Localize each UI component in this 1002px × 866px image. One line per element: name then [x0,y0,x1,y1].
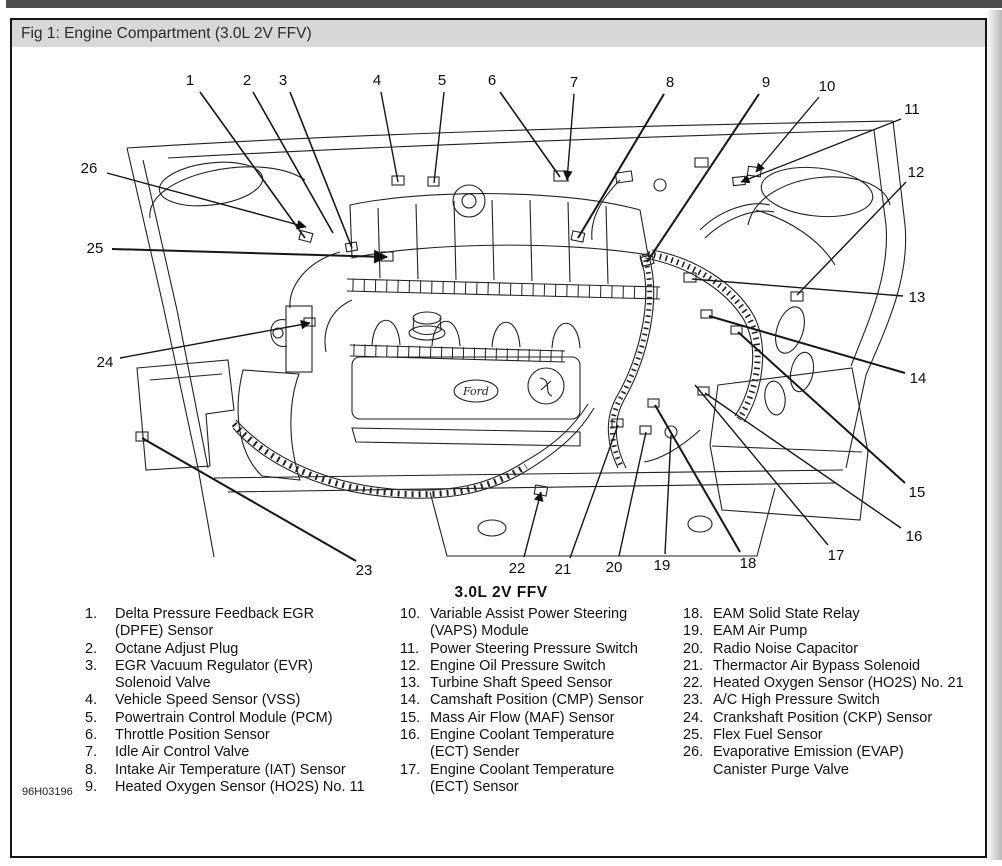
leader-line-17 [695,385,828,545]
legend-item [85,727,390,744]
legend-column-1 [85,606,390,796]
leader-line-2 [253,92,333,233]
legend-item-number: 8. [85,761,98,778]
legend-item-number: 16. [400,727,421,744]
leader-line-13 [692,279,903,296]
legend-item [400,762,675,797]
legend-item-number: 26. [683,744,704,761]
legend-item [85,710,390,727]
callout-number-7: 7 [569,74,579,91]
legend-item [85,744,390,761]
legend-item-number: 19. [683,623,704,640]
callout-number-5: 5 [437,72,447,89]
legend-item-label: EGR Vacuum Regulator (EVR) Solenoid Valve [115,657,313,692]
legend-item [85,658,390,693]
legend-item [400,710,675,727]
legend-item-number: 6. [85,727,98,744]
leader-line-9 [647,94,759,262]
leader-line-23 [142,438,356,561]
legend-item-label: Octane Adjust Plug [115,640,239,657]
callout-number-18: 18 [739,555,757,572]
legend-item-number: 20. [683,640,704,657]
leader-line-15 [738,332,905,483]
callout-number-1: 1 [185,72,195,89]
legend-item-label: Camshaft Position (CMP) Sensor [430,692,644,709]
diagram-caption: 3.0L 2V FFV [454,584,548,601]
legend-item-label: Variable Assist Power Steering (VAPS) Module [430,606,628,640]
callout-number-26: 26 [80,160,98,177]
callout-number-25: 25 [86,240,104,257]
legend-item-label: Power Steering Pressure Switch [430,640,638,657]
callout-number-20: 20 [605,559,623,576]
legend-item-number: 5. [85,709,98,726]
legend-item-label: Vehicle Speed Sensor (VSS) [115,692,301,709]
legend-item-label: Throttle Position Sensor [115,727,270,744]
legend-item-label: Thermactor Air Bypass Solenoid [713,657,921,674]
leader-line-12 [797,182,906,295]
legend-item-label: Idle Air Control Valve [115,744,250,761]
callout-number-2: 2 [242,72,252,89]
legend-item-number: 21. [683,657,704,674]
callout-number-13: 13 [908,289,926,306]
legend-item-label: Engine Coolant Temperature (ECT) Sensor [430,761,615,795]
legend-item [683,727,983,744]
legend-item [400,727,675,762]
legend-item [400,641,675,658]
legend-item-label: Delta Pressure Feedback EGR (DPFE) Sensor [115,606,315,640]
legend-item-number: 13. [400,675,421,692]
callout-number-19: 19 [653,557,671,574]
svg-text:Ford: Ford [463,385,489,398]
legend-item-number: 4. [85,692,98,709]
callout-number-24: 24 [96,354,114,371]
legend-item-label: Mass Air Flow (MAF) Sensor [430,709,615,726]
legend-item-number: 24. [683,709,704,726]
legend-item-number: 9. [85,778,98,795]
leader-line-16 [705,393,901,528]
legend-item-label: Turbine Shaft Speed Sensor [430,675,613,692]
leader-line-20 [619,432,646,556]
legend-item-label: Evaporative Emission (EVAP) Canister Purge Valve [713,744,904,778]
callout-number-8: 8 [665,74,675,91]
leader-line-19 [665,435,671,554]
legend-item [683,623,983,640]
legend-item [683,658,983,675]
callout-number-11: 11 [904,101,920,118]
legend-item [683,744,983,779]
legend-item-number: 14. [400,692,421,709]
legend-item [85,762,390,779]
legend-item-label: Engine Oil Pressure Switch [430,657,606,674]
callout-number-3: 3 [278,72,288,89]
legend-item [85,641,390,658]
leader-line-6 [500,92,560,177]
legend-column-2 [400,606,675,796]
leader-line-10 [756,97,819,172]
callout-number-21: 21 [554,561,572,578]
legend-item-label: Radio Noise Capacitor [713,640,859,657]
leader-line-24 [120,323,310,358]
legend-item [683,692,983,709]
legend-item-number: 2. [85,640,98,657]
legend-item-number: 17. [400,761,421,778]
legend-item-label: Heated Oxygen Sensor (HO2S) No. 21 [713,675,964,692]
callout-number-9: 9 [761,74,771,91]
leader-line-7 [567,94,574,180]
leader-line-1 [200,92,305,238]
callout-number-22: 22 [508,560,526,577]
leader-line-8 [578,94,664,238]
leader-line-5 [434,92,444,183]
legend-item [400,675,675,692]
legend-item-number: 22. [683,675,704,692]
leader-line-22 [524,492,541,557]
figure-reference-code: 96H03196 [22,786,73,798]
legend-item [683,675,983,692]
legend-item [85,779,390,796]
callout-number-6: 6 [487,72,497,89]
legend-item-label: Intake Air Temperature (IAT) Sensor [115,761,346,778]
callout-number-15: 15 [908,484,926,501]
legend-item-number: 10. [400,606,421,622]
callout-number-17: 17 [827,547,845,564]
legend-item [400,658,675,675]
ribbed-harness-ticks [353,279,657,300]
leader-line-14 [709,316,905,373]
legend-item [683,710,983,727]
legend-item-label: EAM Solid State Relay [713,606,860,622]
legend-item [85,692,390,709]
legend-item-number: 15. [400,709,421,726]
legend-item-label: A/C High Pressure Switch [713,692,880,709]
callout-number-10: 10 [818,78,836,95]
legend-item-label: Powertrain Control Module (PCM) [115,709,333,726]
callout-number-12: 12 [907,164,925,181]
figure-title: Fig 1: Engine Compartment (3.0L 2V FFV) [21,25,312,42]
callout-layer [81,72,927,579]
legend-item-number: 7. [85,744,98,761]
legend-item-number: 1. [85,606,98,622]
leader-line-25 [112,249,387,257]
legend-item [683,641,983,658]
leader-line-4 [381,92,398,182]
callout-number-14: 14 [909,370,927,387]
legend-item-number: 23. [683,692,704,709]
legend-item-label: Crankshaft Position (CKP) Sensor [713,709,933,726]
legend-item-number: 18. [683,606,704,622]
legend-item-label: Heated Oxygen Sensor (HO2S) No. 11 [115,778,365,795]
leader-line-18 [655,405,740,552]
legend-item-number: 11. [400,640,420,657]
legend-item-number: 3. [85,657,98,674]
legend-item [400,606,675,641]
legend-item [85,606,390,641]
legend-item-number: 12. [400,657,421,674]
legend-item-label: EAM Air Pump [713,623,808,640]
legend-item [683,606,983,623]
legend-column-3 [683,606,983,779]
callout-number-23: 23 [355,562,373,579]
callout-number-16: 16 [905,528,923,545]
legend-item-label: Flex Fuel Sensor [713,727,823,744]
leader-line-26 [107,173,306,227]
legend-item [400,692,675,709]
legend-item-number: 25. [683,727,704,744]
callout-number-4: 4 [372,72,382,89]
leader-line-21 [570,425,618,558]
legend-item-label: Engine Coolant Temperature (ECT) Sender [430,727,615,761]
